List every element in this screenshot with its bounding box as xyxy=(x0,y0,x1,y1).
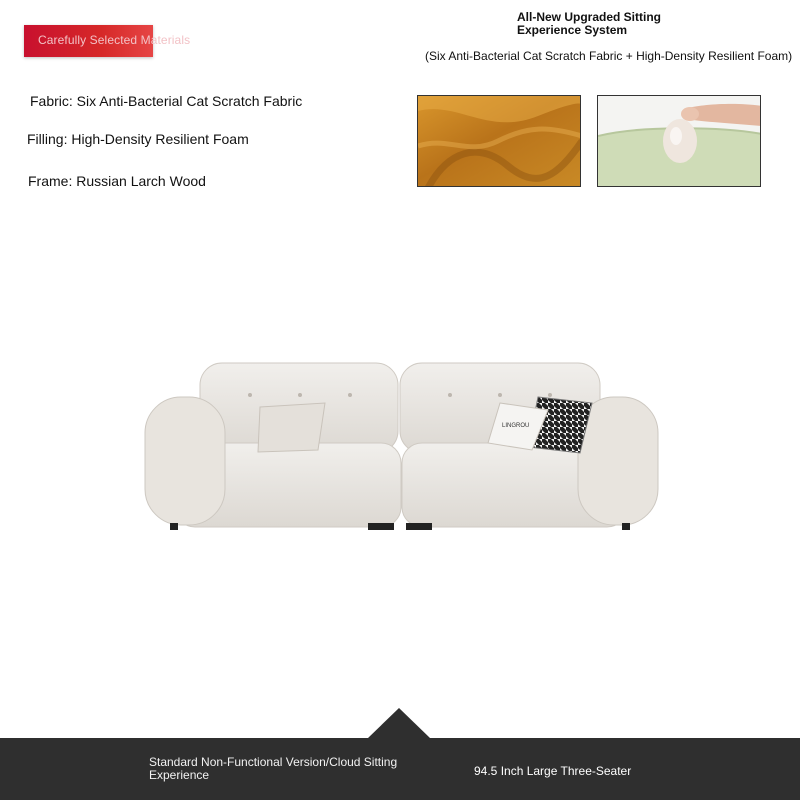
spec-filling: Filling: High-Density Resilient Foam xyxy=(27,131,249,147)
materials-badge xyxy=(24,25,191,57)
footer-notch xyxy=(368,708,430,738)
foam-photo xyxy=(597,95,761,187)
materials-badge-label: Carefully Selected Materials xyxy=(38,33,191,47)
footer-version-label: Standard Non-Functional Version/Cloud Sitting Experience xyxy=(149,755,398,782)
spec-frame: Frame: Russian Larch Wood xyxy=(28,173,206,189)
sofa-image xyxy=(140,355,660,540)
spec-fabric: Fabric: Six Anti-Bacterial Cat Scratch Fabric xyxy=(30,93,303,109)
footer-bar xyxy=(0,738,800,800)
fabric-photo xyxy=(417,95,581,187)
header-subtitle: (Six Anti-Bacterial Cat Scratch Fabric + High-Density Resilient Foam) xyxy=(425,49,793,63)
footer-size-label: 94.5 Inch Large Three-Seater xyxy=(474,764,632,778)
pillow-brand-text: LINGROU xyxy=(502,423,530,429)
header-title: All-New Upgraded Sitting Experience System xyxy=(517,10,661,37)
